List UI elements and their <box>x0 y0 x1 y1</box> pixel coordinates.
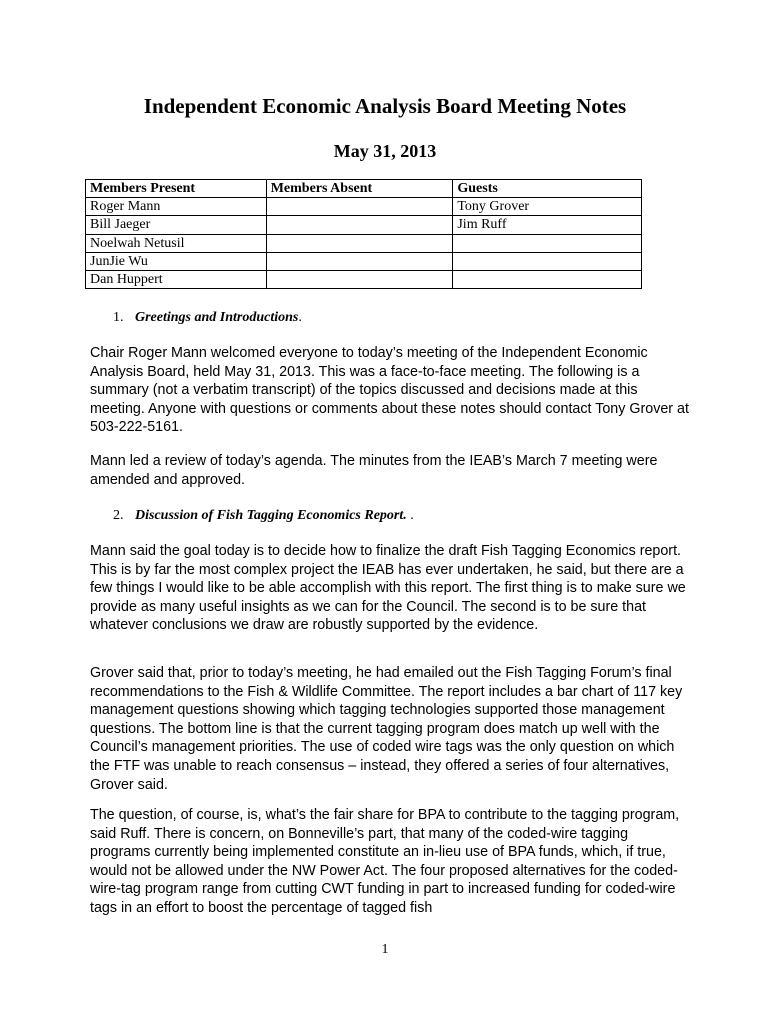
paragraph: The question, of course, is, what’s the fair share for BPA to contribute to the tagging program, said Ruff. There is concern, on Bonneville’s part, that many of the coded-wire tagging programs currently being implemented constitute an in-lieu use of BPA funds, which, if true, would not be allowed under the NW Power Act. The four proposed alternatives for the coded-wire-tag program range from cutting CWT funding in part to increased funding for coded-wire tags in an effort to boost the percentage of tagged fish <box>90 807 680 916</box>
section-number: 2. <box>113 508 124 523</box>
table-cell <box>453 234 642 252</box>
table-cell: Jim Ruff <box>453 216 642 234</box>
table-cell: Tony Grover <box>453 198 642 216</box>
paragraph: Mann said the goal today is to decide how to finalize the draft Fish Tagging Economics report. This is by far the most complex project the IEAB has ever undertaken, he said, but there are a few things I would like to be able accomplish with this report. The first thing is to make sure we provide as many useful insights as we can for the Council. The second is to be sure that whatever conclusions we draw are robustly supported by the evidence. <box>90 543 686 634</box>
table-cell <box>266 252 453 270</box>
header-members-absent: Members Absent <box>266 180 453 198</box>
table-cell: Bill Jaeger <box>86 216 267 234</box>
table-cell <box>453 252 642 270</box>
table-row <box>86 252 642 270</box>
table-cell <box>453 270 642 288</box>
table-row <box>86 198 642 216</box>
table-cell: Roger Mann <box>86 198 267 216</box>
table-cell: JunJie Wu <box>86 252 267 270</box>
table-cell <box>266 234 453 252</box>
table-cell: Dan Huppert <box>86 270 267 288</box>
header-guests: Guests <box>453 180 642 198</box>
paragraph: Grover said that, prior to today’s meeting, he had emailed out the Fish Tagging Forum’s final recommendations to the Fish & Wildlife Committee. The report includes a bar chart of 117 key management questions showing which tagging technologies supported those management questions. The bottom line is that the current tagging program does match up well with the Council’s management priorities. The use of coded wire tags was the only question on which the FTF was unable to reach consensus – instead, they offered a series of four alternatives, Grover said. <box>90 665 683 793</box>
meeting-date: May 31, 2013 <box>333 141 437 161</box>
attendance-table <box>85 179 642 289</box>
document-title: Independent Economic Analysis Board Meeting Notes <box>143 94 627 118</box>
table-row <box>86 216 642 234</box>
attendance-header-row <box>86 180 642 198</box>
table-row <box>86 270 642 288</box>
section-number: 1. <box>113 310 124 325</box>
table-cell: Noelwah Netusil <box>86 234 267 252</box>
section-heading-trail: . <box>406 508 414 523</box>
section-heading-fish-tagging <box>113 508 414 524</box>
table-cell <box>266 216 453 234</box>
table-row <box>86 234 642 252</box>
paragraph: Chair Roger Mann welcomed everyone to today’s meeting of the Independent Economic Analysis Board, held May 31, 2013. This was a face-to-face meeting. The following is a summary (not a verbatim transcript) of the topics discussed and decisions made at this meeting. Anyone with questions or comments about these notes should contact Tony Grover at 503-222-5161. <box>90 345 689 436</box>
header-members-present: Members Present <box>86 180 267 198</box>
page-number: 1 <box>381 942 389 957</box>
section-heading-trail: . <box>298 310 302 325</box>
section-heading-text: Discussion of Fish Tagging Economics Report. <box>135 508 407 523</box>
table-cell <box>266 198 453 216</box>
section-heading-greetings <box>113 310 302 326</box>
paragraph: Mann led a review of today’s agenda. The minutes from the IEAB’s March 7 meeting were amended and approved. <box>90 453 658 488</box>
section-heading-text: Greetings and Introductions <box>135 310 299 325</box>
table-cell <box>266 270 453 288</box>
